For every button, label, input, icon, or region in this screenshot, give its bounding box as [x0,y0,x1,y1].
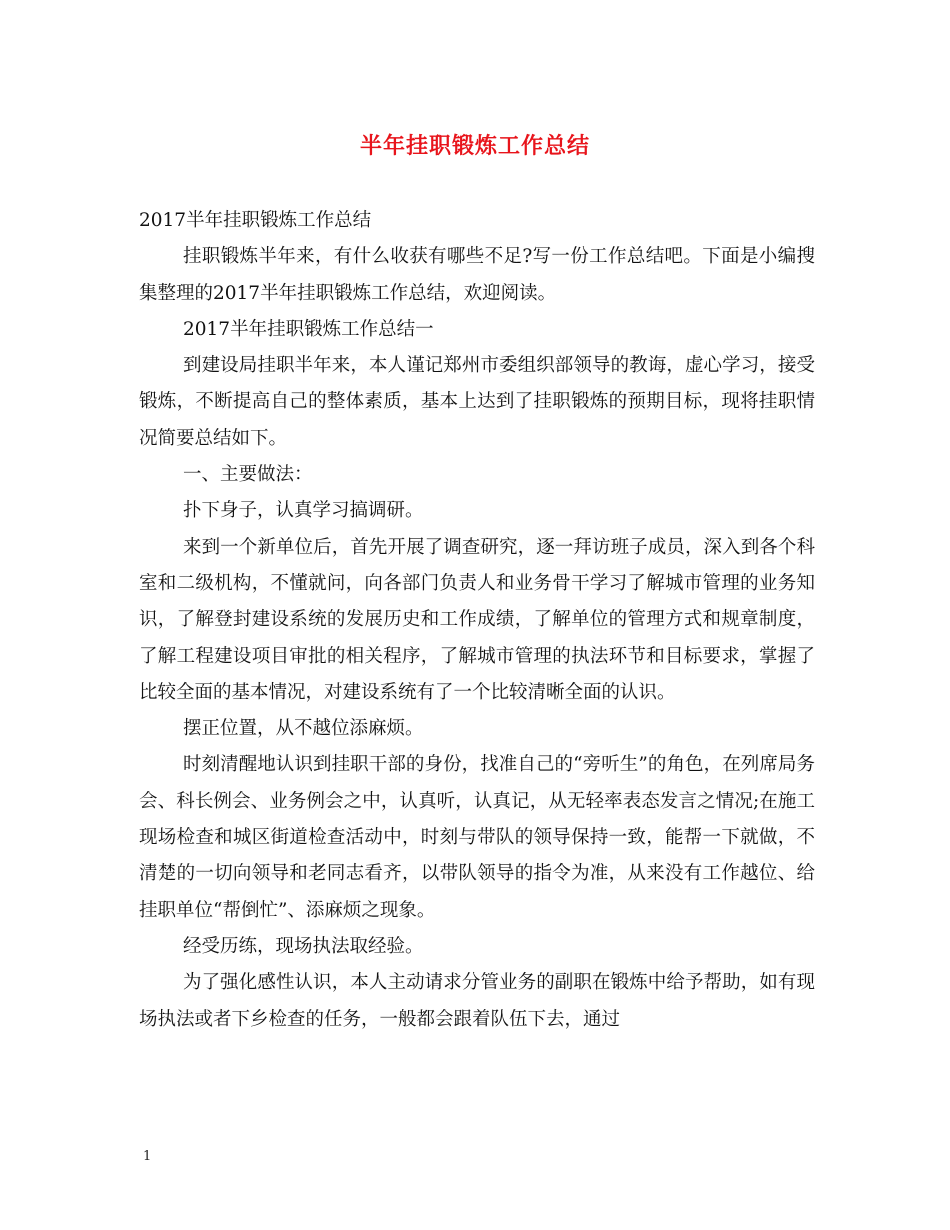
page-number: 1 [143,1149,152,1164]
paragraph-point-2-heading: 摆正位置，从不越位添麻烦。 [183,718,424,740]
paragraph-point-3-heading: 经受历练，现场执法取经验。 [183,935,424,957]
document-title: 半年挂职锻炼工作总结 [359,133,590,159]
paragraph-main-practices-heading: 一、主要做法： [183,464,313,486]
paragraph-overview: 到建设局挂职半年来，本人谨记郑州市委组织部领导的教诲，虚心学习，接受锻炼，不断提高自己的整体素质，基本上达到了挂职锻炼的预期目标，现将挂职情况简要总结如下。 [139,355,815,449]
paragraph-point-2-body: 时刻清醒地认识到挂职干部的身份，找准自己的“旁听生”的角色，在列席局务会、科长例会、业务例会之中，认真听，认真记，从无轻率表态发言之情况;在施工现场检查和城区街道检查活动中，时刻与带队的领导保持一致，能帮一下就做，不清楚的一切向领导和老同志看齐，以带队领导的指令为准，从来没有工作越位、给挂职单位“帮倒忙”、添麻烦之现象。 [139,754,815,921]
paragraph-intro: 挂职锻炼半年来，有什么收获有哪些不足?写一份工作总结吧。下面是小编搜集整理的2017半年挂职锻炼工作总结，欢迎阅读。 [139,246,815,304]
paragraph-section-heading: 2017半年挂职锻炼工作总结一 [183,318,434,340]
paragraph-point-1-body: 来到一个新单位后，首先开展了调查研究，逐一拜访班子成员，深入到各个科室和二级机构，不懂就问，向各部门负责人和业务骨干学习了解城市管理的业务知识，了解登封建设系统的发展历史和工作成绩，了解单位的管理方式和规章制度，了解工程建设项目审批的相关程序，了解城市管理的执法环节和目标要求，掌握了比较全面的基本情况，对建设系统有了一个比较清晰全面的认识。 [139,536,815,703]
document-body [139,203,815,1038]
paragraph-point-3-body: 为了强化感性认识，本人主动请求分管业务的副职在锻炼中给予帮助，如有现场执法或者下乡检查的任务，一般都会跟着队伍下去，通过 [139,972,815,1030]
paragraph-point-1-heading: 扑下身子，认真学习搞调研。 [183,500,424,522]
paragraph-subtitle: 2017半年挂职锻炼工作总结 [139,210,372,231]
